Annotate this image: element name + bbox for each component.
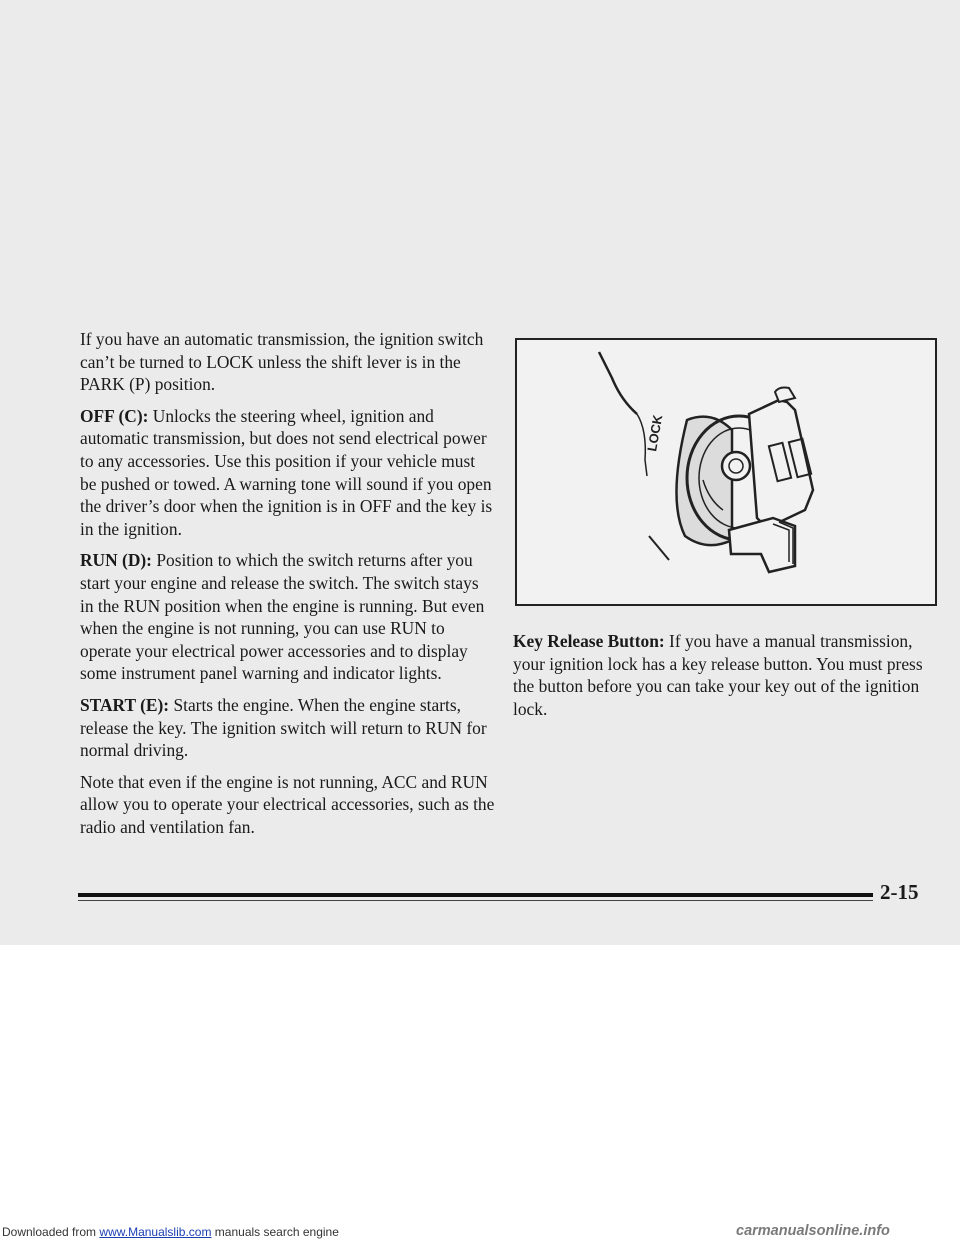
watermark-text: carmanualsonline.info <box>736 1223 890 1239</box>
download-footer-prefix: Downloaded from <box>2 1225 97 1239</box>
transmission-note-paragraph: If you have an automatic transmission, the ignition switch can’t be turned to LOCK unless the shift lever is in the PARK (P) position. <box>80 329 484 395</box>
start-position-term: START (E): <box>80 694 170 715</box>
run-position-paragraph <box>80 549 495 685</box>
run-position-term: RUN (D): <box>80 550 152 571</box>
page-number: 2-15 <box>880 880 919 904</box>
download-footer-suffix: manuals search engine <box>214 1225 339 1239</box>
start-position-text: Starts the engine. When the engine starts, release the key. The ignition switch will return to RUN for normal driving. <box>80 694 487 761</box>
off-position-term: OFF (C): <box>80 405 149 426</box>
start-position-paragraph <box>80 694 495 762</box>
key-release-term: Key Release Button: <box>513 631 665 651</box>
lock-label: LOCK <box>644 413 666 453</box>
footer-rule-thin <box>78 900 873 901</box>
accessories-note-paragraph: Note that even if the engine is not running, ACC and RUN allow you to operate your electrical accessories, such as the radio and ventilation fan. <box>80 771 495 837</box>
download-footer-left <box>2 1225 339 1239</box>
run-position-text: Position to which the switch returns after you start your engine and release the switch. The switch stays in the RUN position when the engine is running. But even when the engine is not running, you can use RUN to operate your electrical power accessories and to display some instrument panel warning and indicator lights. <box>80 550 485 684</box>
manualslib-link[interactable]: www.Manualslib.com <box>99 1225 212 1239</box>
right-column <box>513 630 943 720</box>
key-release-paragraph <box>513 630 943 720</box>
footer-rule-thick <box>78 893 873 897</box>
ignition-key-release-figure <box>515 338 937 606</box>
off-position-text: Unlocks the steering wheel, ignition and automatic transmission, but does not send electrical power to any accessories. Use this position if your vehicle must be pushed or towed. A warning tone will sound if you open the driver’s door when the ignition is in OFF and the key is in the ignition. <box>80 405 493 539</box>
key-release-text: If you have a manual transmission, your ignition lock has a key release button. You must press the button before you can take your key out of the ignition lock. <box>513 631 923 719</box>
download-footer <box>0 1223 960 1242</box>
left-column <box>80 328 495 847</box>
off-position-paragraph <box>80 405 495 541</box>
ignition-lock-illustration <box>517 340 935 604</box>
